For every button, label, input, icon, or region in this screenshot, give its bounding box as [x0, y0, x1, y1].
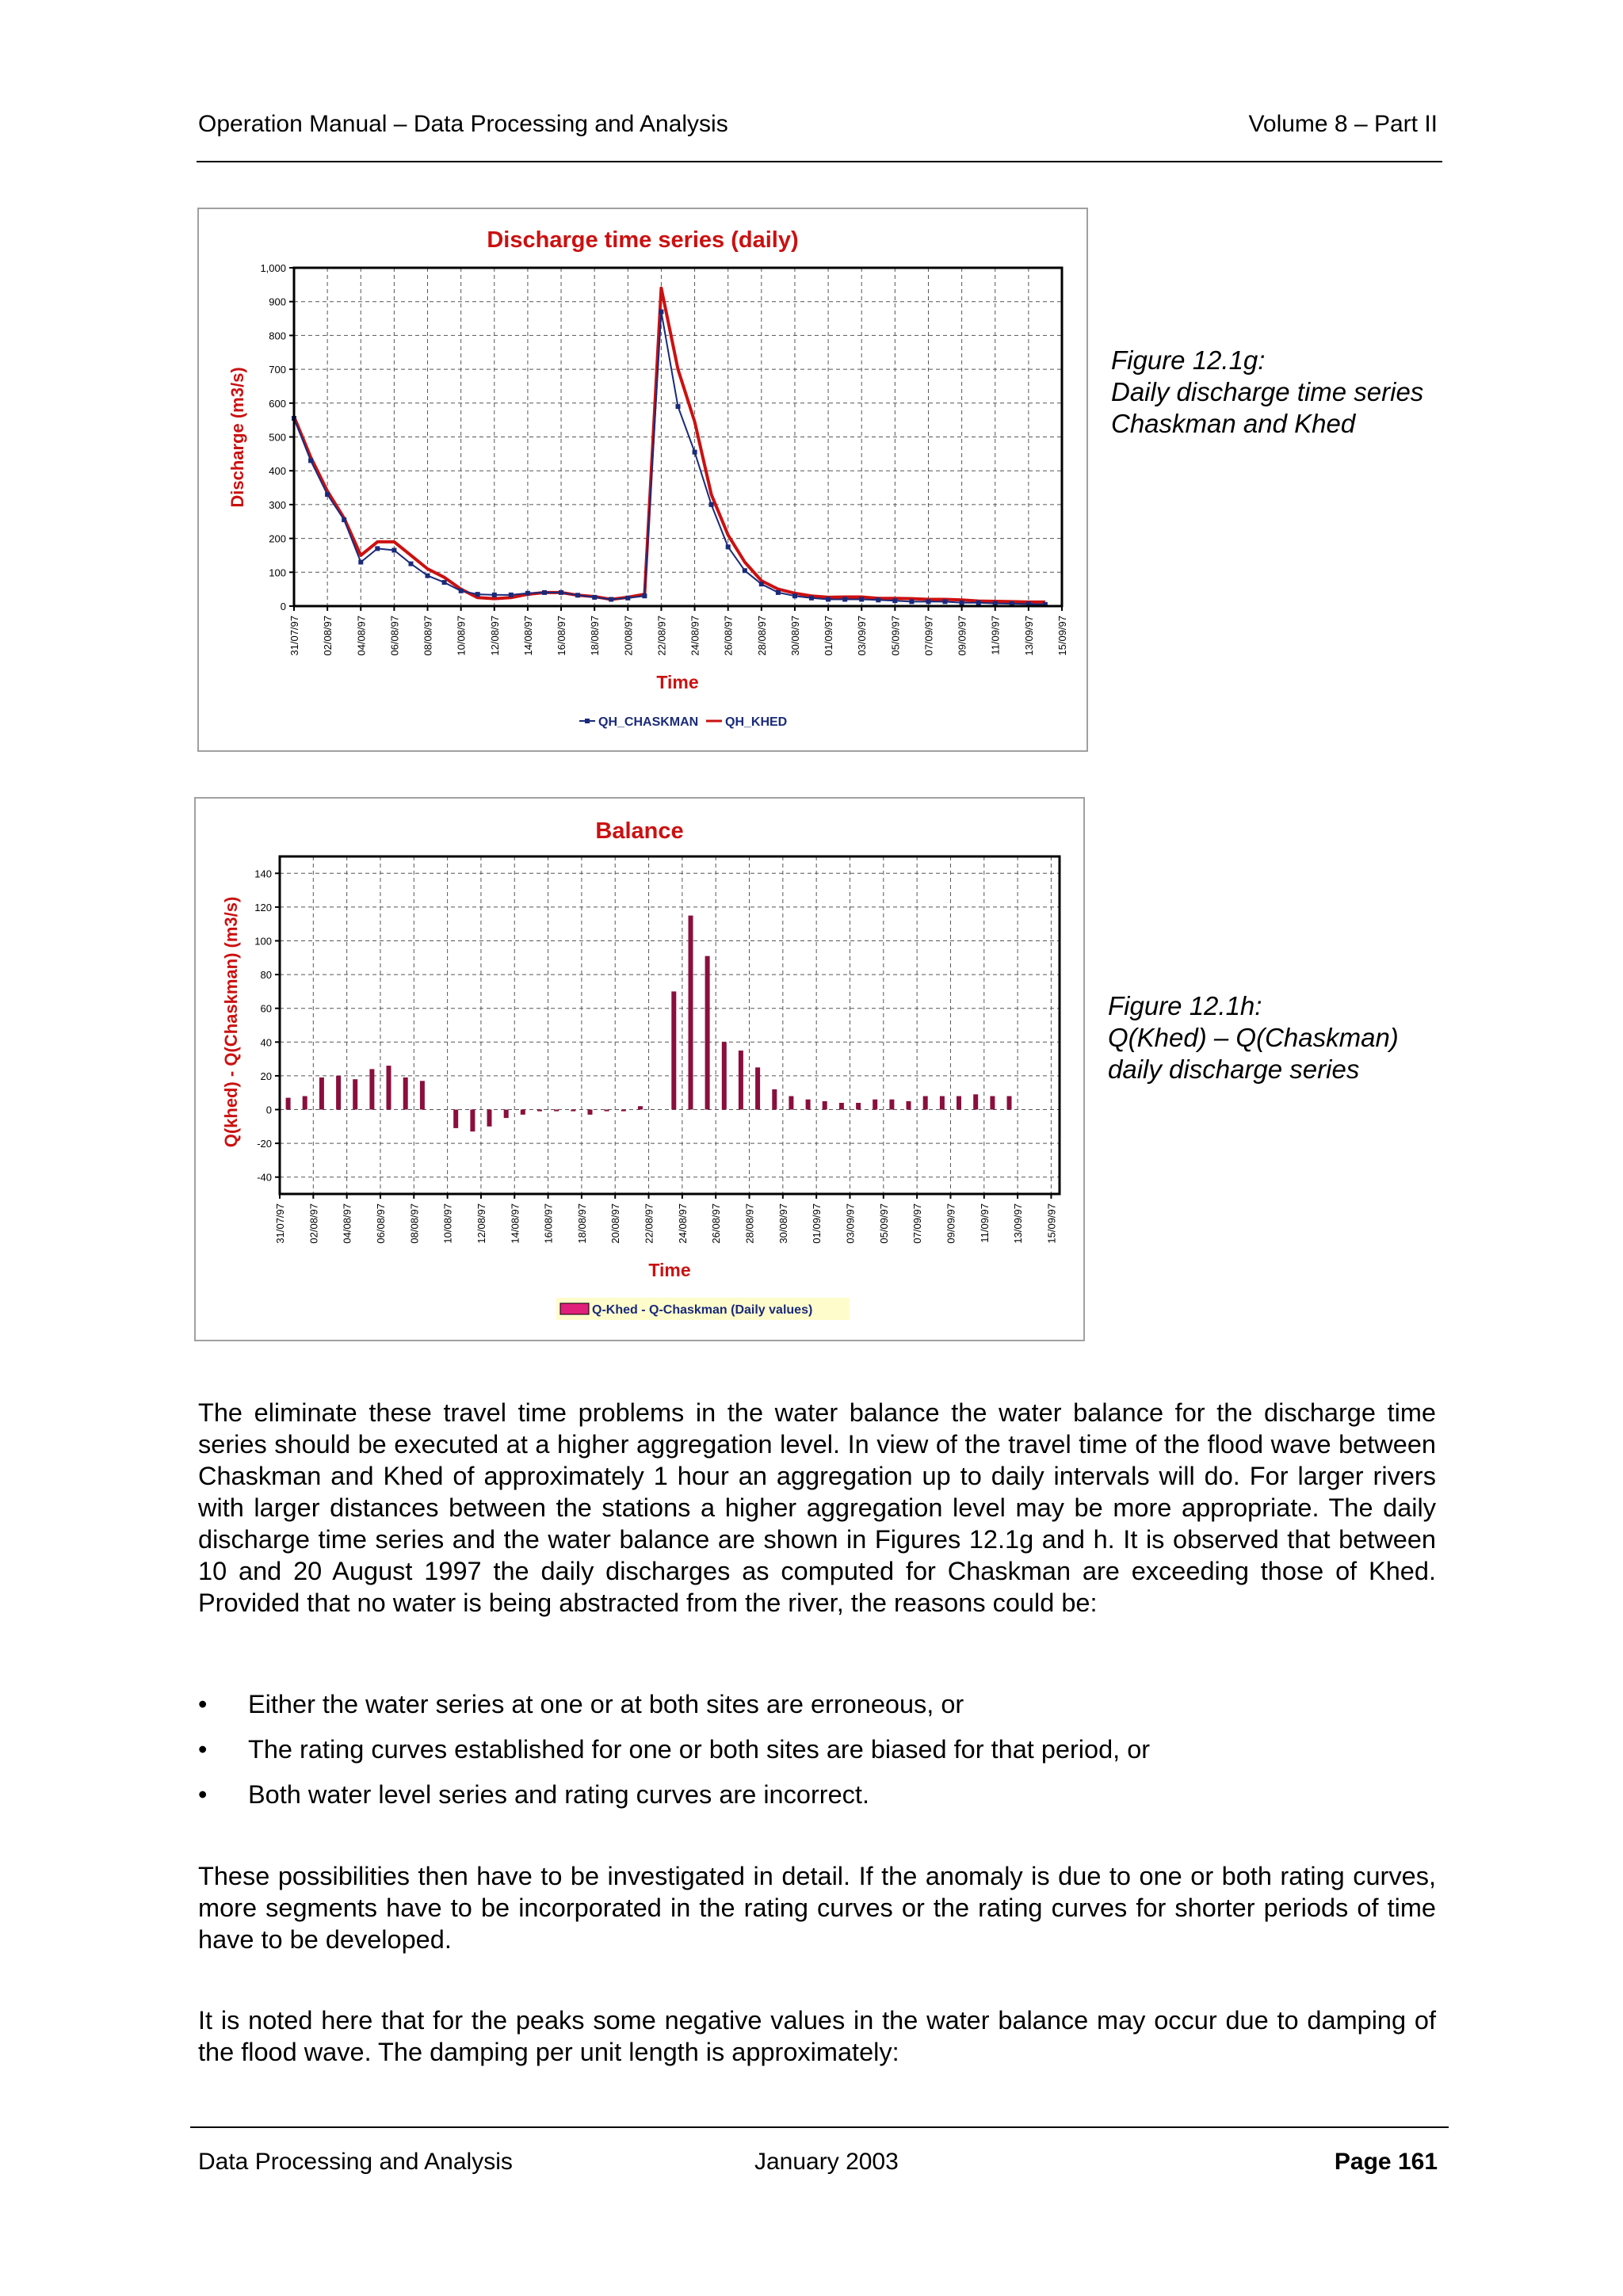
- chart-title: Balance: [595, 818, 684, 844]
- x-tick-label: 04/08/97: [355, 616, 368, 656]
- balance-bar: [319, 1077, 324, 1110]
- paragraph-possibilities: These possibilities then have to be investigated in detail. If the anomaly is due to one or both rating curves, more segments have to be incorporated in the rating curves or the rating curves for shorter periods of time have to be developed.: [198, 1862, 1436, 1954]
- figure-caption-2: [1108, 990, 1399, 1085]
- balance-bar: [504, 1110, 509, 1119]
- balance-bar: [571, 1110, 575, 1112]
- balance-bar: [856, 1103, 861, 1110]
- balance-bar: [554, 1110, 559, 1112]
- x-tick-label: 12/08/97: [488, 616, 501, 656]
- x-tick-label: 13/09/97: [1022, 616, 1035, 656]
- footer-rule: [190, 2126, 1449, 2128]
- x-axis-label: Time: [648, 1260, 691, 1280]
- balance-bar: [521, 1110, 525, 1115]
- data-point-chaskman: [409, 562, 414, 566]
- y-tick-label: 900: [269, 296, 286, 308]
- x-tick-label: 14/08/97: [521, 616, 534, 656]
- x-tick-label: 26/08/97: [722, 616, 735, 656]
- balance-chart-frame: [194, 797, 1085, 1341]
- x-tick-label: 10/08/97: [455, 616, 468, 656]
- balance-bar: [671, 991, 676, 1109]
- y-tick-label: 1,000: [260, 262, 286, 274]
- legend: [579, 715, 787, 729]
- balance-bar: [755, 1067, 760, 1109]
- balance-bar: [689, 916, 693, 1110]
- balance-bar: [387, 1066, 391, 1109]
- y-tick-label: 400: [269, 465, 286, 478]
- x-tick-label: 03/09/97: [844, 1203, 857, 1244]
- data-point-chaskman: [375, 546, 380, 551]
- x-tick-label: 02/08/97: [322, 616, 334, 656]
- legend: [556, 1298, 850, 1320]
- header-rule: [197, 161, 1442, 162]
- y-tick-label: 100: [254, 935, 272, 948]
- caption-line: daily discharge series: [1108, 1055, 1360, 1084]
- balance-bar: [1007, 1097, 1012, 1110]
- x-tick-label: 10/08/97: [441, 1203, 454, 1244]
- y-tick-label: 120: [254, 901, 272, 913]
- x-tick-label: 31/07/97: [288, 616, 300, 656]
- x-tick-label: 05/09/97: [877, 1203, 890, 1244]
- x-tick-label: 31/07/97: [274, 1203, 286, 1244]
- balance-bar: [940, 1097, 945, 1110]
- x-tick-label: 18/08/97: [575, 1203, 588, 1244]
- x-tick-label: 02/08/97: [307, 1203, 320, 1244]
- running-header-title: Operation Manual – Data Processing and Analysis: [198, 111, 728, 137]
- x-tick-label: 15/09/97: [1056, 616, 1068, 656]
- data-point-chaskman: [342, 517, 346, 522]
- balance-bar: [889, 1100, 894, 1110]
- bullet-text: Both water level series and rating curves are incorrect.: [248, 1780, 869, 1809]
- bullet-symbol: •: [198, 1690, 208, 1718]
- x-tick-label: 13/09/97: [1012, 1203, 1025, 1244]
- data-point-chaskman: [693, 450, 697, 455]
- data-point-chaskman: [809, 596, 814, 601]
- x-tick-label: 16/08/97: [556, 616, 568, 656]
- x-tick-label: 11/09/97: [989, 616, 1002, 655]
- data-point-chaskman: [308, 458, 313, 463]
- x-tick-label: 05/09/97: [889, 616, 902, 656]
- balance-bar: [588, 1110, 593, 1115]
- balance-bar: [336, 1076, 341, 1110]
- footer-left: Data Processing and Analysis: [198, 2149, 513, 2175]
- balance-bar: [286, 1098, 291, 1110]
- x-tick-label: 22/08/97: [655, 616, 668, 656]
- balance-bar: [605, 1110, 609, 1112]
- x-tick-label: 30/08/97: [789, 616, 801, 656]
- balance-chart: [196, 799, 1083, 1340]
- y-tick-label: 20: [260, 1070, 272, 1082]
- x-tick-label: 22/08/97: [643, 1203, 655, 1244]
- y-tick-label: 0: [265, 1104, 272, 1116]
- balance-bar: [303, 1097, 307, 1110]
- y-tick-label: 600: [269, 397, 286, 410]
- balance-bar: [403, 1077, 408, 1110]
- data-point-chaskman: [592, 595, 597, 600]
- data-point-chaskman: [943, 599, 948, 604]
- balance-bar: [957, 1097, 961, 1110]
- data-point-chaskman: [609, 597, 613, 602]
- paragraph-damping: It is noted here that for the peaks some negative values in the water balance may occur due to damping of the flood wave. The damping per unit length is approximately:: [198, 2006, 1436, 2066]
- balance-bar: [487, 1110, 492, 1127]
- balance-bar: [369, 1069, 374, 1109]
- y-tick-label: 800: [269, 330, 286, 342]
- x-tick-label: 07/09/97: [911, 1203, 924, 1244]
- x-tick-label: 06/08/97: [374, 1203, 387, 1244]
- balance-bar: [353, 1079, 357, 1109]
- data-point-chaskman: [726, 544, 731, 549]
- data-point-chaskman: [559, 590, 563, 595]
- y-tick-label: -40: [257, 1171, 272, 1184]
- x-tick-label: 08/08/97: [422, 616, 434, 656]
- balance-bar: [973, 1094, 978, 1109]
- data-point-chaskman: [442, 580, 447, 585]
- data-point-chaskman: [909, 599, 914, 604]
- x-tick-label: 14/08/97: [509, 1203, 521, 1244]
- caption-line: Figure 12.1h:: [1108, 991, 1262, 1020]
- data-point-chaskman: [976, 601, 981, 605]
- x-tick-label: 16/08/97: [542, 1203, 555, 1244]
- data-point-chaskman: [575, 593, 580, 597]
- legend-label-balance: Q-Khed - Q-Chaskman (Daily values): [592, 1303, 813, 1317]
- caption-line: Chaskman and Khed: [1111, 409, 1356, 438]
- bullet-symbol: •: [198, 1735, 208, 1764]
- data-point-chaskman: [325, 492, 330, 497]
- page-number: Page 161: [1334, 2149, 1438, 2175]
- data-point-chaskman: [759, 582, 764, 586]
- discharge-chart-frame: [197, 208, 1088, 752]
- x-tick-label: 26/08/97: [710, 1203, 723, 1244]
- y-tick-label: 300: [269, 498, 286, 511]
- data-point-chaskman: [826, 597, 831, 602]
- data-point-chaskman: [859, 597, 864, 602]
- x-tick-label: 01/09/97: [823, 616, 835, 656]
- y-tick-label: -20: [257, 1138, 272, 1150]
- x-tick-label: 24/08/97: [689, 616, 701, 656]
- series-line-chaskman: [294, 312, 1045, 605]
- balance-bar: [705, 956, 710, 1110]
- balance-bar: [537, 1110, 542, 1112]
- paragraph-travel-time: The eliminate these travel time problems in the water balance the water balance for the discharge time series should be executed at a higher aggregation level. In view of the travel time of the flood wave between Chaskman and Khed of approximately 1 hour an aggregation up to daily intervals will do. For larger rivers with larger distances between the stations a higher aggregation level may be more appropriate. The daily discharge time series and the water balance are shown in Figures 12.1g and h. It is observed that between 10 and 20 August 1997 the daily discharges as computed for Chaskman are exceeding those of Khed. Provided that no water is being abstracted from the river, the reasons could be:: [198, 1398, 1436, 1617]
- x-tick-label: 09/09/97: [945, 1203, 957, 1244]
- data-point-chaskman: [842, 597, 847, 602]
- data-point-chaskman: [426, 574, 430, 578]
- x-tick-label: 12/08/97: [475, 1203, 487, 1244]
- data-point-chaskman: [542, 590, 547, 595]
- data-point-chaskman: [659, 310, 663, 315]
- data-point-chaskman: [358, 560, 363, 565]
- balance-bar: [923, 1097, 928, 1110]
- x-tick-label: 04/08/97: [341, 1203, 353, 1244]
- x-tick-label: 11/09/97: [978, 1203, 991, 1243]
- y-tick-label: 100: [269, 566, 286, 579]
- data-point-chaskman: [676, 404, 681, 409]
- x-tick-label: 20/08/97: [622, 616, 635, 656]
- bullet-text: Either the water series at one or at both sites are erroneous, or: [248, 1690, 964, 1718]
- x-tick-label: 07/09/97: [922, 616, 935, 656]
- balance-bar: [772, 1089, 777, 1110]
- figure-caption-1: [1111, 345, 1423, 440]
- x-tick-label: 20/08/97: [609, 1203, 622, 1244]
- caption-line: Daily discharge time series: [1111, 377, 1424, 406]
- balance-bar: [638, 1106, 643, 1109]
- x-tick-label: 28/08/97: [743, 1203, 756, 1244]
- data-point-chaskman: [525, 591, 530, 596]
- balance-bar: [789, 1097, 793, 1110]
- x-tick-label: 06/08/97: [388, 616, 401, 656]
- data-point-chaskman: [625, 596, 630, 601]
- chart-title: Discharge time series (daily): [487, 227, 799, 253]
- x-tick-label: 09/09/97: [956, 616, 968, 656]
- balance-bar: [990, 1097, 995, 1110]
- y-tick-label: 700: [269, 364, 286, 376]
- balance-bar: [722, 1042, 727, 1109]
- x-tick-label: 08/08/97: [408, 1203, 421, 1244]
- data-point-chaskman: [492, 593, 497, 597]
- balance-bar: [470, 1110, 475, 1132]
- bullet-symbol: •: [198, 1780, 208, 1809]
- data-point-chaskman: [743, 568, 747, 573]
- balance-bar: [453, 1110, 458, 1128]
- caption-line: Q(Khed) – Q(Chaskman): [1108, 1023, 1399, 1052]
- y-tick-label: 40: [260, 1036, 272, 1049]
- y-tick-label: 200: [269, 532, 286, 545]
- legend-label-khed: QH_KHED: [725, 715, 788, 729]
- balance-bar: [839, 1103, 844, 1110]
- x-tick-label: 18/08/97: [589, 616, 601, 656]
- discharge-chart: [199, 209, 1086, 750]
- x-tick-label: 28/08/97: [755, 616, 768, 656]
- y-tick-label: 500: [269, 431, 286, 444]
- balance-bar: [823, 1101, 827, 1110]
- x-tick-label: 30/08/97: [777, 1203, 789, 1244]
- x-tick-label: 01/09/97: [811, 1203, 823, 1244]
- footer-date: January 2003: [754, 2149, 899, 2175]
- data-point-chaskman: [892, 598, 897, 603]
- x-tick-label: 15/09/97: [1045, 1203, 1058, 1244]
- y-tick-label: 80: [260, 969, 272, 982]
- balance-bar: [739, 1051, 743, 1110]
- bullet-text: The rating curves established for one or both sites are biased for that period, or: [248, 1735, 1151, 1764]
- data-point-chaskman: [792, 593, 797, 598]
- x-axis-label: Time: [656, 672, 699, 692]
- x-tick-label: 03/09/97: [856, 616, 869, 656]
- data-point-chaskman: [960, 601, 964, 605]
- data-point-chaskman: [391, 548, 396, 553]
- balance-bar: [907, 1101, 911, 1110]
- data-point-chaskman: [642, 593, 647, 598]
- balance-bar: [806, 1100, 811, 1110]
- x-tick-label: 24/08/97: [676, 1203, 689, 1244]
- y-axis-label: Q(khed) - Q(Chaskman) (m3/s): [221, 896, 241, 1148]
- legend-label-chaskman: QH_CHASKMAN: [598, 715, 699, 729]
- y-tick-label: 0: [280, 601, 286, 612]
- data-point-chaskman: [926, 599, 931, 604]
- y-tick-label: 60: [260, 1002, 272, 1015]
- data-point-chaskman: [475, 592, 480, 597]
- data-point-chaskman: [776, 590, 781, 595]
- caption-line: Figure 12.1g:: [1111, 345, 1266, 375]
- data-point-chaskman: [876, 597, 880, 602]
- data-point-chaskman: [509, 593, 514, 597]
- balance-bar: [420, 1081, 425, 1109]
- balance-bar: [873, 1100, 877, 1110]
- data-point-chaskman: [459, 589, 464, 593]
- y-axis-label: Discharge (m3/s): [227, 367, 247, 508]
- balance-bar: [621, 1110, 626, 1112]
- running-header-volume: Volume 8 – Part II: [1248, 111, 1438, 137]
- y-tick-label: 140: [254, 868, 272, 880]
- data-point-chaskman: [709, 502, 714, 507]
